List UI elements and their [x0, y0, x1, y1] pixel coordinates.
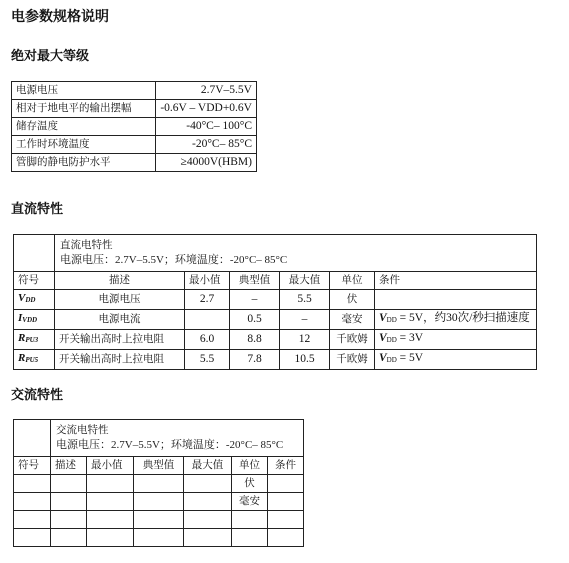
- dc-caption-title: 直流电特性: [60, 239, 113, 251]
- unit-cell: 毫安: [330, 310, 375, 330]
- ac-caption-sub: 电源电压：2.7V–5.5V；环境温度：-20°C– 85°C: [56, 439, 284, 451]
- table-row: [14, 475, 304, 493]
- caption-row: [14, 235, 537, 272]
- cond-cell: $V_{DD} = 5V$，约30次/秒扫描速度: [375, 310, 537, 330]
- desc-cell: 开关输出高时上拉电阻: [55, 330, 185, 350]
- dc-caption: [55, 235, 537, 272]
- col-header: 最大值: [184, 457, 232, 475]
- unit-cell: 伏: [232, 475, 268, 493]
- typ-cell: 8.8: [230, 330, 280, 350]
- value-cell: -0.6V – VDD+0.6V: [156, 100, 257, 118]
- unit-cell: [232, 511, 268, 529]
- typ-cell: 0.5: [230, 310, 280, 330]
- col-header: 符号: [14, 272, 55, 290]
- min-cell: 6.0: [185, 330, 230, 350]
- value-cell: -20°C– 85°C: [156, 136, 257, 154]
- ac-caption-title: 交流电特性: [56, 424, 109, 436]
- param-cell: 工作时环境温度: [12, 136, 156, 154]
- min-cell: [185, 310, 230, 330]
- ac-table: [13, 419, 304, 547]
- desc-cell: 电源电流: [55, 310, 185, 330]
- param-cell: 相对于地电平的输出摆幅: [12, 100, 156, 118]
- table-row: [12, 118, 257, 136]
- dc-table: [13, 234, 537, 370]
- col-header: 描述: [55, 272, 185, 290]
- col-header: 符号: [14, 457, 51, 475]
- max-cell: 10.5: [280, 350, 330, 370]
- symbol-cell: $R_{PU5}$: [14, 350, 55, 370]
- max-cell: 12: [280, 330, 330, 350]
- table-row: [14, 330, 537, 350]
- col-header: 最小值: [87, 457, 134, 475]
- abs-max-heading: 绝对最大等级: [11, 49, 90, 64]
- desc-cell: 开关输出高时上拉电阻: [55, 350, 185, 370]
- symbol-cell: $V_{DD}$: [14, 290, 55, 310]
- symbol-cell: $R_{PU3}$: [14, 330, 55, 350]
- dc-caption-sub: 电源电压：2.7V–5.5V；环境温度：-20°C– 85°C: [60, 254, 288, 266]
- desc-cell: 电源电压: [55, 290, 185, 310]
- table-row: [14, 350, 537, 370]
- cond-cell: [375, 290, 537, 310]
- caption-row: [14, 420, 304, 457]
- col-header: 条件: [375, 272, 537, 290]
- param-cell: 管脚的静电防护水平: [12, 154, 156, 172]
- table-row: [12, 82, 257, 100]
- unit-cell: 伏: [330, 290, 375, 310]
- symbol-cell: $I_{VDD}$: [14, 310, 55, 330]
- header-row: [14, 272, 537, 290]
- table-row: [14, 310, 537, 330]
- value-cell: ≥4000V(HBM): [156, 154, 257, 172]
- ac-caption: [51, 420, 304, 457]
- cond-cell: $V_{DD} = 5V$: [375, 350, 537, 370]
- abs-max-table: [11, 81, 257, 172]
- table-row: [14, 493, 304, 511]
- dc-heading: 直流特性: [11, 202, 64, 217]
- table-row: [12, 136, 257, 154]
- typ-cell: –: [230, 290, 280, 310]
- col-header: 最大值: [280, 272, 330, 290]
- page-title: 电参数规格说明: [11, 9, 109, 25]
- table-row: [14, 529, 304, 547]
- col-header: 最小值: [185, 272, 230, 290]
- col-header: 单位: [330, 272, 375, 290]
- unit-cell: [232, 529, 268, 547]
- col-header: 描述: [51, 457, 87, 475]
- unit-cell: 毫安: [232, 493, 268, 511]
- table-row: [14, 511, 304, 529]
- max-cell: –: [280, 310, 330, 330]
- col-header: 典型值: [230, 272, 280, 290]
- value-cell: 2.7V–5.5V: [156, 82, 257, 100]
- col-header: 条件: [268, 457, 304, 475]
- value-cell: -40°C– 100°C: [156, 118, 257, 136]
- header-row: [14, 457, 304, 475]
- unit-cell: 千欧姆: [330, 330, 375, 350]
- min-cell: 2.7: [185, 290, 230, 310]
- table-row: [12, 154, 257, 172]
- cond-cell: $V_{DD} = 3V$: [375, 330, 537, 350]
- col-header: 单位: [232, 457, 268, 475]
- unit-cell: 千欧姆: [330, 350, 375, 370]
- ac-heading: 交流特性: [11, 388, 64, 403]
- param-cell: 电源电压: [12, 82, 156, 100]
- table-row: [14, 290, 537, 310]
- param-cell: 储存温度: [12, 118, 156, 136]
- max-cell: 5.5: [280, 290, 330, 310]
- min-cell: 5.5: [185, 350, 230, 370]
- typ-cell: 7.8: [230, 350, 280, 370]
- col-header: 典型值: [134, 457, 184, 475]
- table-row: [12, 100, 257, 118]
